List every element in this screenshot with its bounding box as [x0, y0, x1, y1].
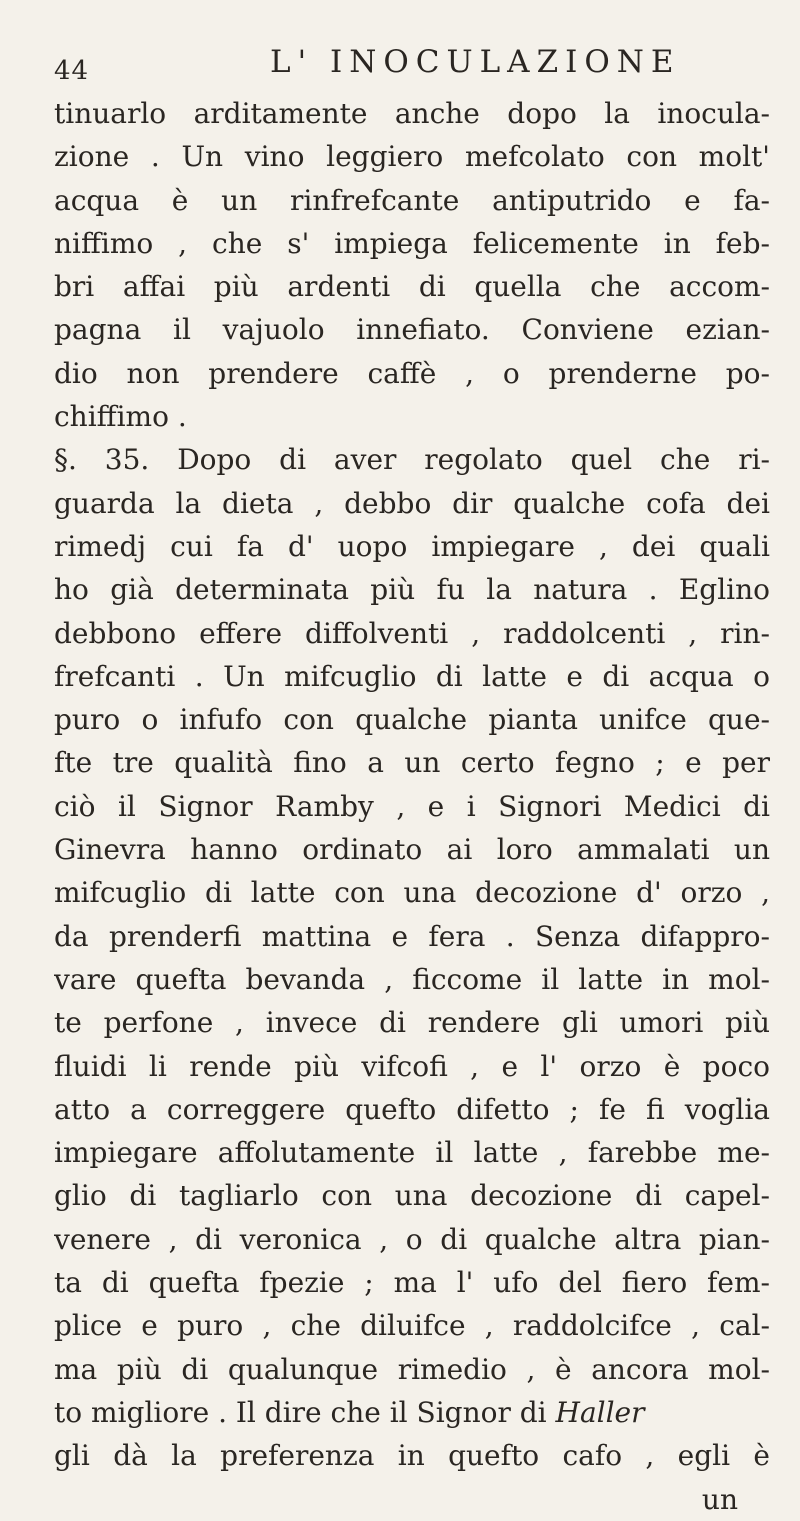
text-line-with-name	[54, 1391, 770, 1434]
text-line: ma più di qualunque rimedio , è ancora mol-	[54, 1352, 770, 1386]
text-line: ta di quefta fpezie ; ma l' ufo del fiero fem-	[54, 1266, 770, 1300]
text-line: Ginevra hanno ordinato ai loro ammalati un	[54, 833, 770, 867]
text-line: glio di tagliarlo con una decozione di capel-	[54, 1179, 770, 1213]
text-line: venere , di veronica , o di qualche altra pian-	[54, 1222, 770, 1256]
text-line: ho già determinata più fu la natura . Eglino	[54, 573, 770, 607]
text-line: fluidi li rende più vifcofi , e l' orzo è poco	[54, 1049, 770, 1083]
paragraph-start-line: §. 35. Dopo di aver regolato quel che ri-	[54, 443, 770, 477]
text-line: rimedj cui fa d' uopo impiegare , dei quali	[54, 529, 770, 563]
text-line: mifcuglio di latte con una decozione d' orzo ,	[54, 876, 770, 910]
text-line: fte tre qualità fino a un certo fegno ; e per	[54, 746, 770, 780]
text-line: dio non prendere caffè , o prenderne po-	[54, 356, 770, 390]
italic-name-haller: Haller	[555, 1395, 645, 1429]
text-line: acqua è un rinfrefcante antiputrido e fa-	[54, 183, 770, 217]
text-line: plice e puro , che diluifce , raddolcifce , cal-	[54, 1309, 770, 1343]
text-line: pagna il vajuolo innefiato. Conviene ezian-	[54, 313, 770, 347]
text-line: puro o infufo con qualche pianta unifce que-	[54, 703, 770, 737]
text-line: niffimo , che s' impiega felicemente in feb-	[54, 226, 770, 260]
text-line: gli dà la preferenza in quefto cafo , egli è	[54, 1439, 770, 1473]
text-line: da prenderfi mattina e fera . Senza difappro-	[54, 919, 770, 953]
running-title: L' INOCULAZIONE	[270, 44, 681, 80]
text-line: guarda la dieta , debbo dir qualche cofa dei	[54, 486, 770, 520]
page-number: 44	[54, 56, 90, 86]
text-line: ciò il Signor Ramby , e i Signori Medici di	[54, 789, 770, 823]
text-line: bri affai più ardenti di quella che accom-	[54, 270, 770, 304]
text-line: impiegare affolutamente il latte , farebbe me-	[54, 1136, 770, 1170]
catchword: un	[701, 1482, 738, 1516]
text-line: te perfone , invece di rendere gli umori più	[54, 1006, 770, 1040]
page-header	[54, 40, 754, 96]
text-line: vare quefta bevanda , ficcome il latte in mol-	[54, 962, 770, 996]
text-line: atto a correggere quefto difetto ; fe fi voglia	[54, 1092, 770, 1126]
text-line: debbono effere diffolventi , raddolcenti , rin-	[54, 616, 770, 650]
text-line: frefcanti . Un mifcuglio di latte e di acqua o	[54, 659, 770, 693]
body-text	[54, 92, 770, 1521]
text-line: chiffimo .	[54, 400, 187, 434]
text-line: tinuarlo arditamente anche dopo la inocula-	[54, 97, 770, 130]
text-line: zione . Un vino leggiero mefcolato con molt'	[54, 140, 770, 174]
text-line-start: to migliore . Il dire che il Signor di	[54, 1395, 556, 1429]
